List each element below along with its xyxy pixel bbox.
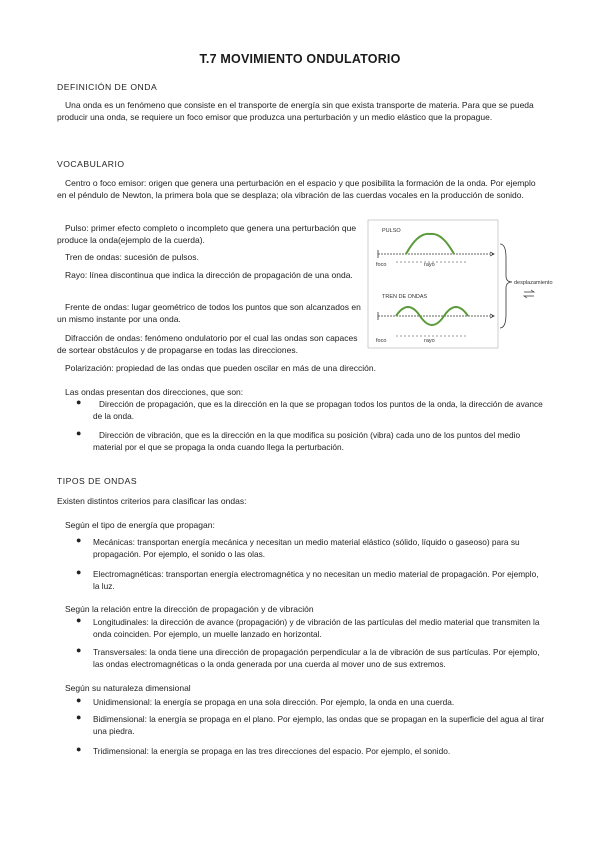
relacion-heading: Según la relación entre la dirección de propagación y de vibración — [65, 604, 314, 614]
diagram-tren-label: TREN DE ONDAS — [382, 294, 428, 300]
definicion-text: Una onda es un fenómeno que consiste en el transporte de energía sin que exista transporte de materia. Para que se pueda producir una onda, se requiere un foco emisor que produzca una perturbación y un medio elástico que la propague. — [57, 100, 534, 122]
bullet: ● — [76, 645, 82, 655]
naturaleza-heading: Según su naturaleza dimensional — [65, 683, 191, 693]
energia-heading: Según el tipo de energía que propagan: — [65, 520, 215, 530]
dir-propagacion-text: Dirección de propagación, que es la dirección en la que se propagan todos los puntos de la onda, la dirección de avance de la onda. — [93, 399, 543, 421]
bullet: ● — [76, 535, 82, 545]
difraccion-text: Difracción de ondas: fenómeno ondulatorio por el cual las ondas son capaces de sortear obstáculos y de propagarse en todas las direcciones. — [57, 333, 358, 355]
wave-diagram — [366, 218, 570, 352]
diagram-desplazamiento-label: desplazamiento — [514, 280, 553, 286]
tipos-heading: TIPOS DE ONDAS — [57, 476, 138, 486]
centro-emisor-text: Centro o foco emisor: origen que genera una perturbación en el espacio y que posibilita la formación de la onda. Por ejemplo en el péndulo de Newton, la primera bola que se desplaza; ola vibración de las cuerdas vocales en la producción de sonido. — [57, 178, 536, 200]
diagram-foco1-label: foco — [376, 262, 387, 268]
desplazamiento-arrows — [524, 290, 534, 298]
direcciones-intro: Las ondas presentan dos direcciones, que son: — [65, 387, 244, 397]
diagram-frame — [368, 220, 498, 348]
diagram-pulso-label: PULSO — [382, 228, 401, 234]
tren-text: Tren de ondas: sucesión de pulsos. — [65, 252, 199, 262]
page-title: T.7 MOVIMIENTO ONDULATORIO — [199, 52, 401, 66]
tipos-intro: Existen distintos criterios para clasificar las ondas: — [57, 496, 247, 506]
brace — [500, 244, 512, 328]
dir-vibracion-text: Dirección de vibración, que es la dirección en la que modifica su posición (vibra) cada uno de los puntos del medio material por el que se propaga la onda cuando llega la perturbación. — [93, 430, 521, 452]
unidimensional-text: Unidimensional: la energía se propaga en una sola dirección. Por ejemplo, la onda en una cuerda. — [93, 697, 455, 707]
bullet: ● — [76, 744, 82, 754]
vocabulario-heading: VOCABULARIO — [57, 159, 125, 169]
bullet: ● — [76, 428, 82, 438]
pulso-text: Pulso: primer efecto completo o incompleto que genera una perturbación que produce la onda(ejemplo de la cuerda). — [57, 223, 357, 245]
polarizacion-text: Polarización: propiedad de las ondas que pueden oscilar en más de una dirección. — [65, 363, 376, 373]
bullet: ● — [76, 567, 82, 577]
electromagneticas-text: Electromagnéticas: transportan energía electromagnética y no necesitan un medio material de propagación. Por ejemplo, la luz. — [93, 569, 539, 591]
rayo-text: Rayo: línea discontinua que indica la dirección de propagación de una onda. — [65, 270, 353, 280]
tridimensional-text: Tridimensional: la energía se propaga en las tres direcciones del espacio. Por ejemplo, el sonido. — [93, 746, 451, 756]
transversales-text: Transversales: la onda tiene una dirección de propagación perpendicular a la de vibración de sus partículas. Por ejemplo, las ondas electromagnéticas o la onda generada por una cuerda al mover uno de sus extremos. — [93, 647, 540, 669]
diagram-rayo1-label: rayo — [424, 262, 435, 268]
diagram-foco2-label: foco — [376, 338, 387, 344]
bullet: ● — [76, 695, 82, 705]
diagram-rayo2-label: rayo — [424, 338, 435, 344]
bullet: ● — [76, 615, 82, 625]
bullet: ● — [76, 397, 82, 407]
bidimensional-text: Bidimensional: la energía se propaga en el plano. Por ejemplo, las ondas que se propagan en la superficie del agua al tirar una piedra. — [93, 714, 545, 736]
longitudinales-text: Longitudinales: la dirección de avance (propagación) y de vibración de las partículas del medio material que transmiten la onda coinciden. Por ejemplo, un muelle lanzado en horizontal. — [93, 617, 540, 639]
bullet: ● — [76, 712, 82, 722]
pulso-wave — [406, 234, 454, 254]
frente-text: Frente de ondas: lugar geométrico de todos los puntos que son alcanzados en un mismo instante por una onda. — [57, 302, 361, 324]
definicion-heading: DEFINICIÓN DE ONDA — [57, 82, 158, 92]
mecanicas-text: Mecánicas: transportan energía mecánica y necesitan un medio material elástico (sólido, líquido o gaseoso) para su propagación. Por ejemplo, el sonido o las olas. — [93, 537, 520, 559]
